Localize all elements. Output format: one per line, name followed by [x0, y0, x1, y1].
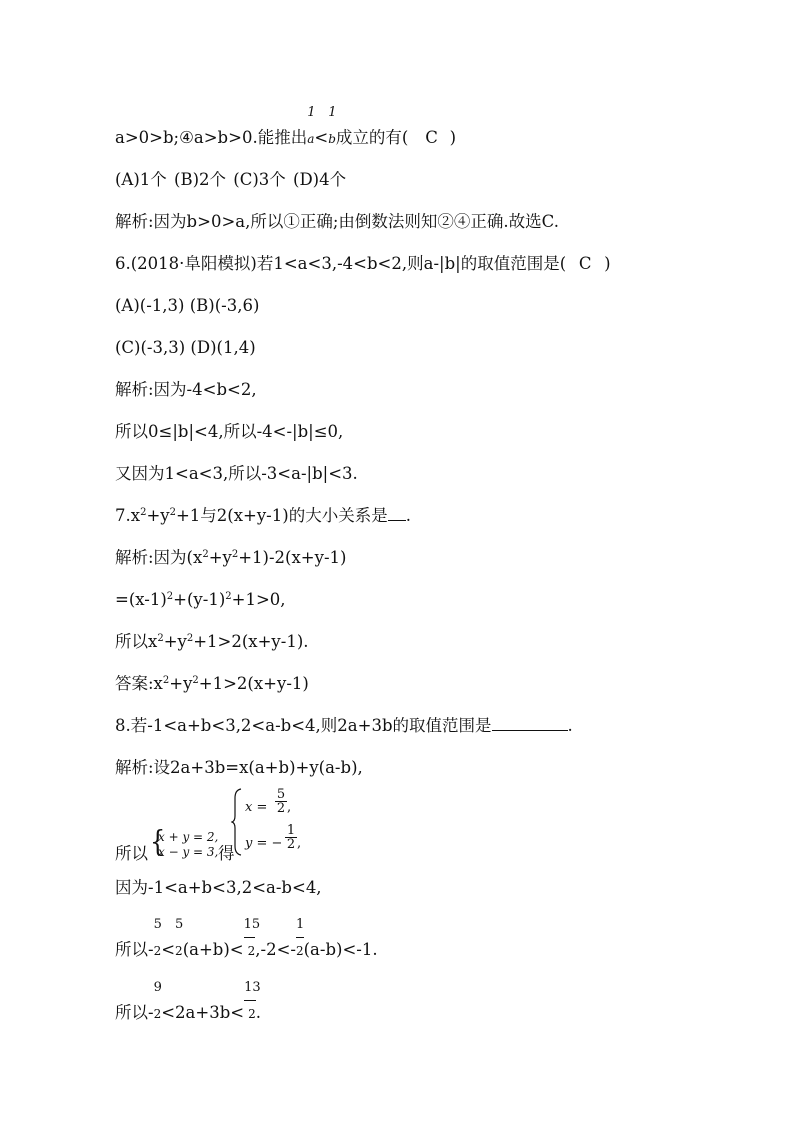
- q5-analysis: 解析:因为b>0>a,所以①正确;由倒数法则知②④正确.故选C.: [115, 212, 559, 231]
- q8-system-line: 所以: [115, 844, 148, 863]
- fraction-1-over-a: 1 a: [307, 105, 316, 146]
- q7-stem: $7.x^2+y^2+1$与2(x+y-1)的大小关系是 .: [115, 506, 411, 525]
- q5-options: (A)1个 (B)2个 (C)3个 (D)4个: [115, 170, 347, 189]
- q5-answer: C: [425, 128, 438, 147]
- q7-analysis-2: $=(x-1)^2+(y-1)^2+1>0$,: [115, 590, 286, 609]
- q8-stem: 8.若-1<a+b<3,2<a-b<4,则2a+3b的取值范围是 .: [115, 716, 573, 735]
- q6-options-1: (A)(-1,3) (B)(-3,6): [115, 296, 260, 315]
- q6-stem-line: 6.(2018·阜阳模拟)若1<a<3,-4<b<2,则a-|b|的取值范围是( C ): [115, 254, 611, 273]
- left-brace: {: [150, 825, 166, 859]
- q8-analysis-3: 因为-1<a+b<3,2<a-b<4,: [115, 878, 322, 897]
- q8-de: 得: [218, 844, 235, 863]
- solution-brace: [231, 788, 243, 856]
- q8-analysis-1: 解析:设2a+3b=x(a+b)+y(a-b),: [115, 758, 363, 777]
- q6-answer: C: [578, 254, 592, 273]
- q5-stem-text: a>0>b;④a>b>0.能推出: [115, 128, 308, 147]
- fraction-15-over-2: $\frac{15}{2}$: [243, 917, 261, 958]
- q7-answer: 答案$:x^2+y^2+1>2(x+y-1)$: [115, 674, 309, 693]
- answer-blank: [492, 716, 568, 731]
- fraction-9-over-2: 9 2: [153, 980, 162, 1021]
- q6-analysis-1: 解析:因为-4<b<2,: [115, 380, 257, 399]
- q5-stem-line: a>0>b;④a>b>0.能推出 1 a< 1 b成立的有( C ): [115, 105, 456, 147]
- fraction-1-over-b: 1 b: [328, 105, 337, 146]
- q8-analysis-4: 所以- 5 2< 5 2(a+b)< $\frac{15}{2},-2<-$ $\frac{1}{2}(a-b)<-1$.: [115, 917, 378, 959]
- q6-analysis-2: 所以0≤|b|<4,所以-4<-|b|≤0,: [115, 422, 344, 441]
- q7-analysis-1: 解析:因为$(x^2+y^2+1)-2(x+y-1)$: [115, 548, 347, 567]
- q8-analysis-5: 所以- 9 2<2a+3b< $\frac{13}{2}$.: [115, 980, 261, 1022]
- fraction-5-over-2: 5 2: [153, 917, 162, 958]
- fraction-5-over-2: 5 2: [175, 917, 184, 958]
- q7-analysis-3: 所以$x^2+y^2+1>2(x+y-1)$.: [115, 632, 309, 651]
- fraction-1-over-2: $\frac{1}{2}$: [295, 917, 305, 958]
- q6-options-2: (C)(-3,3) (D)(1,4): [115, 338, 256, 357]
- q6-stem: 6.(2018·阜阳模拟)若1<a<3,-4<b<2,则a-|b|的取值范围是(: [115, 254, 567, 273]
- answer-blank: [388, 506, 406, 521]
- fraction-13-over-2: $\frac{13}{2}$: [244, 980, 261, 1021]
- q6-analysis-3: 又因为1<a<3,所以-3<a-|b|<3.: [115, 464, 358, 483]
